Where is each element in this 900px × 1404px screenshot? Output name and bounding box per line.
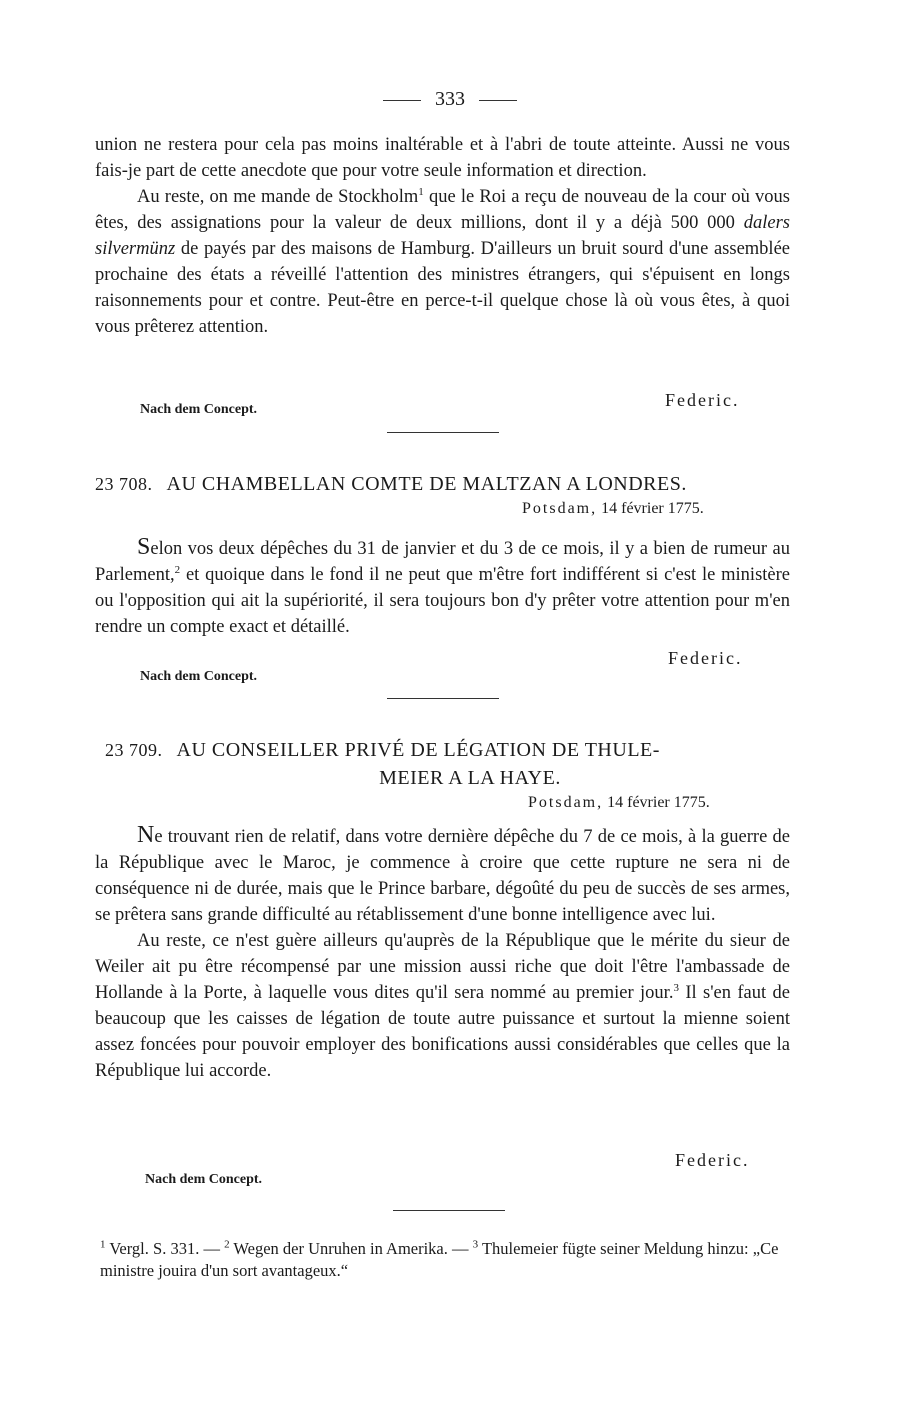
letter-23708-title: AU CHAMBELLAN COMTE DE MALTZAN A LONDRES.	[166, 473, 687, 495]
footnote-ref-1: 1	[418, 185, 424, 198]
letter-23709-title-line-2: MEIER A LA HAYE.	[379, 767, 561, 789]
intro-paragraph-1	[95, 132, 790, 184]
letter-23708-text-b: et quoique dans le fond il ne peut que m'être fort indifférent si c'est le ministère ou l'opposition qui ait la supériorité, il sera toujours bon d'y prêter votre attention pour m'en rendre un compte exact et détaillé.	[95, 565, 790, 637]
footnote-ref-3: 3	[673, 981, 679, 994]
intro-line-1: union ne restera pour cela pas moins inaltérable et à l'abri de toute	[95, 135, 611, 155]
letter-23708-text-a: elon vos deux dépêches du 31 de janvier et du 3 de ce mois, il y a bien de rumeur au Parlement,	[95, 539, 790, 585]
letter-23709-heading-line-1	[105, 736, 795, 764]
intro-p2-text-b: que le Roi a reçu de nouveau de la cour où vous êtes, des assignations pour la valeur de deux millions, dont il y a déjà 500 000	[95, 187, 790, 233]
letter-23708-body	[95, 534, 790, 640]
letter-23709-text-a: e trouvant rien de relatif, dans votre dernière dépêche du 7 de ce mois, à la guerre de la République avec le Maroc, je commence à croire que cette rupture ne sera ni de conséquence ni de durée, mais que le Prince barbare, dégoûté du peu de succès de ses armes, se prêtera sans grande difficulté au rétablissement d'une bonne intelligence avec lui.	[95, 827, 790, 925]
page-number	[0, 88, 900, 111]
letter-23708-paragraph	[95, 534, 790, 640]
letter-23709-number: 23 709.	[105, 740, 163, 760]
footnotes	[100, 1238, 800, 1282]
letter-23708-date: 14 février 1775.	[601, 500, 704, 517]
letter-23709-body	[95, 822, 790, 1084]
page-number-dash-left	[383, 100, 421, 101]
letter-23709-place: Potsdam,	[528, 794, 604, 811]
intro-p2-text-c: de payés par des maisons de Hamburg. D'ailleurs un bruit sourd d'une assemblée prochaine des états a réveillé l'attention des ministres étrangers, qui s'épuisent en longs raisonnements pour et contre. Peut-être en perce-t-il quelque chose là où vous êtes, à quoi vous prêterez attention.	[95, 239, 790, 337]
letter-23709-heading-line-2	[105, 764, 795, 792]
letter-23708-source-note: Nach dem Concept.	[140, 669, 258, 684]
letter-23708-signature: Federic.	[668, 648, 743, 668]
section-divider-1	[387, 432, 499, 433]
letter-23709-date: 14 février 1775.	[607, 794, 710, 811]
letter-23709-p2-text-b: Il s'en faut de beaucoup que les caisses de légation de toute autre puissance et surtout la mienne soient assez foncées pour pouvoir employer des bonifications aussi considérables que celles que la République lui accorde.	[95, 983, 790, 1081]
letter-23709-paragraph-1	[95, 822, 790, 928]
page-number-dash-right	[479, 100, 517, 101]
section-divider-2	[387, 698, 499, 699]
intro-signature: Federic.	[665, 390, 740, 410]
intro-section	[95, 132, 790, 340]
letter-23709-heading	[105, 736, 795, 792]
letter-23708-dateline	[522, 500, 704, 518]
letter-23708-number: 23 708.	[95, 474, 153, 494]
letter-23709-paragraph-2	[95, 928, 790, 1084]
letter-23708-initial: S	[137, 534, 151, 560]
footnote-1-mark: 1	[100, 1238, 106, 1251]
footnote-3-mark: 3	[472, 1238, 479, 1251]
intro-p2-text-a: Au reste, on me mande de Stockholm	[137, 187, 419, 207]
section-divider-3	[393, 1210, 505, 1211]
page-number-text: 333	[435, 88, 465, 110]
footnote-3-text: Thulemeier fügte seiner Meldung hinzu: „Ce ministre jouira d'un sort avantageux.“	[100, 1239, 779, 1280]
intro-p2-italic: dalers silvermünz	[95, 213, 790, 259]
letter-23709-source-note: Nach dem Concept.	[145, 1172, 263, 1187]
letter-23709-title-line-1: AU CONSEILLER PRIVÉ DE LÉGATION DE THULE-	[176, 739, 660, 761]
footnote-2-text: Wegen der Unruhen in Amerika. —	[229, 1239, 473, 1258]
letter-23708-heading	[95, 470, 795, 498]
intro-paragraph-2	[95, 184, 790, 340]
intro-source-note: Nach dem Concept.	[140, 402, 258, 417]
intro-line-2: atteinte. Aussi ne vous fais-je part de cette anecdote que pour votre	[95, 135, 790, 181]
letter-23709-p2-text-a: Au reste, ce n'est guère ailleurs qu'auprès de la République que le mérite du sieur de Weiler ait pu être récompensé par une mission aussi riche que doit l'être l'ambassade de Hollande à la Porte, à laquelle vous dites qu'il sera nommé au premier jour.	[95, 931, 790, 1003]
intro-line-3: seule information et direction.	[423, 161, 647, 181]
letter-23709-dateline	[528, 794, 710, 812]
footnote-ref-2: 2	[174, 563, 181, 576]
footnote-2-mark: 2	[224, 1238, 230, 1251]
footnote-1-text: Vergl. S. 331. —	[105, 1239, 225, 1258]
letter-23708-place: Potsdam,	[522, 500, 598, 517]
letter-23709-initial: N	[137, 822, 155, 848]
letter-23709-signature: Federic.	[675, 1150, 750, 1170]
